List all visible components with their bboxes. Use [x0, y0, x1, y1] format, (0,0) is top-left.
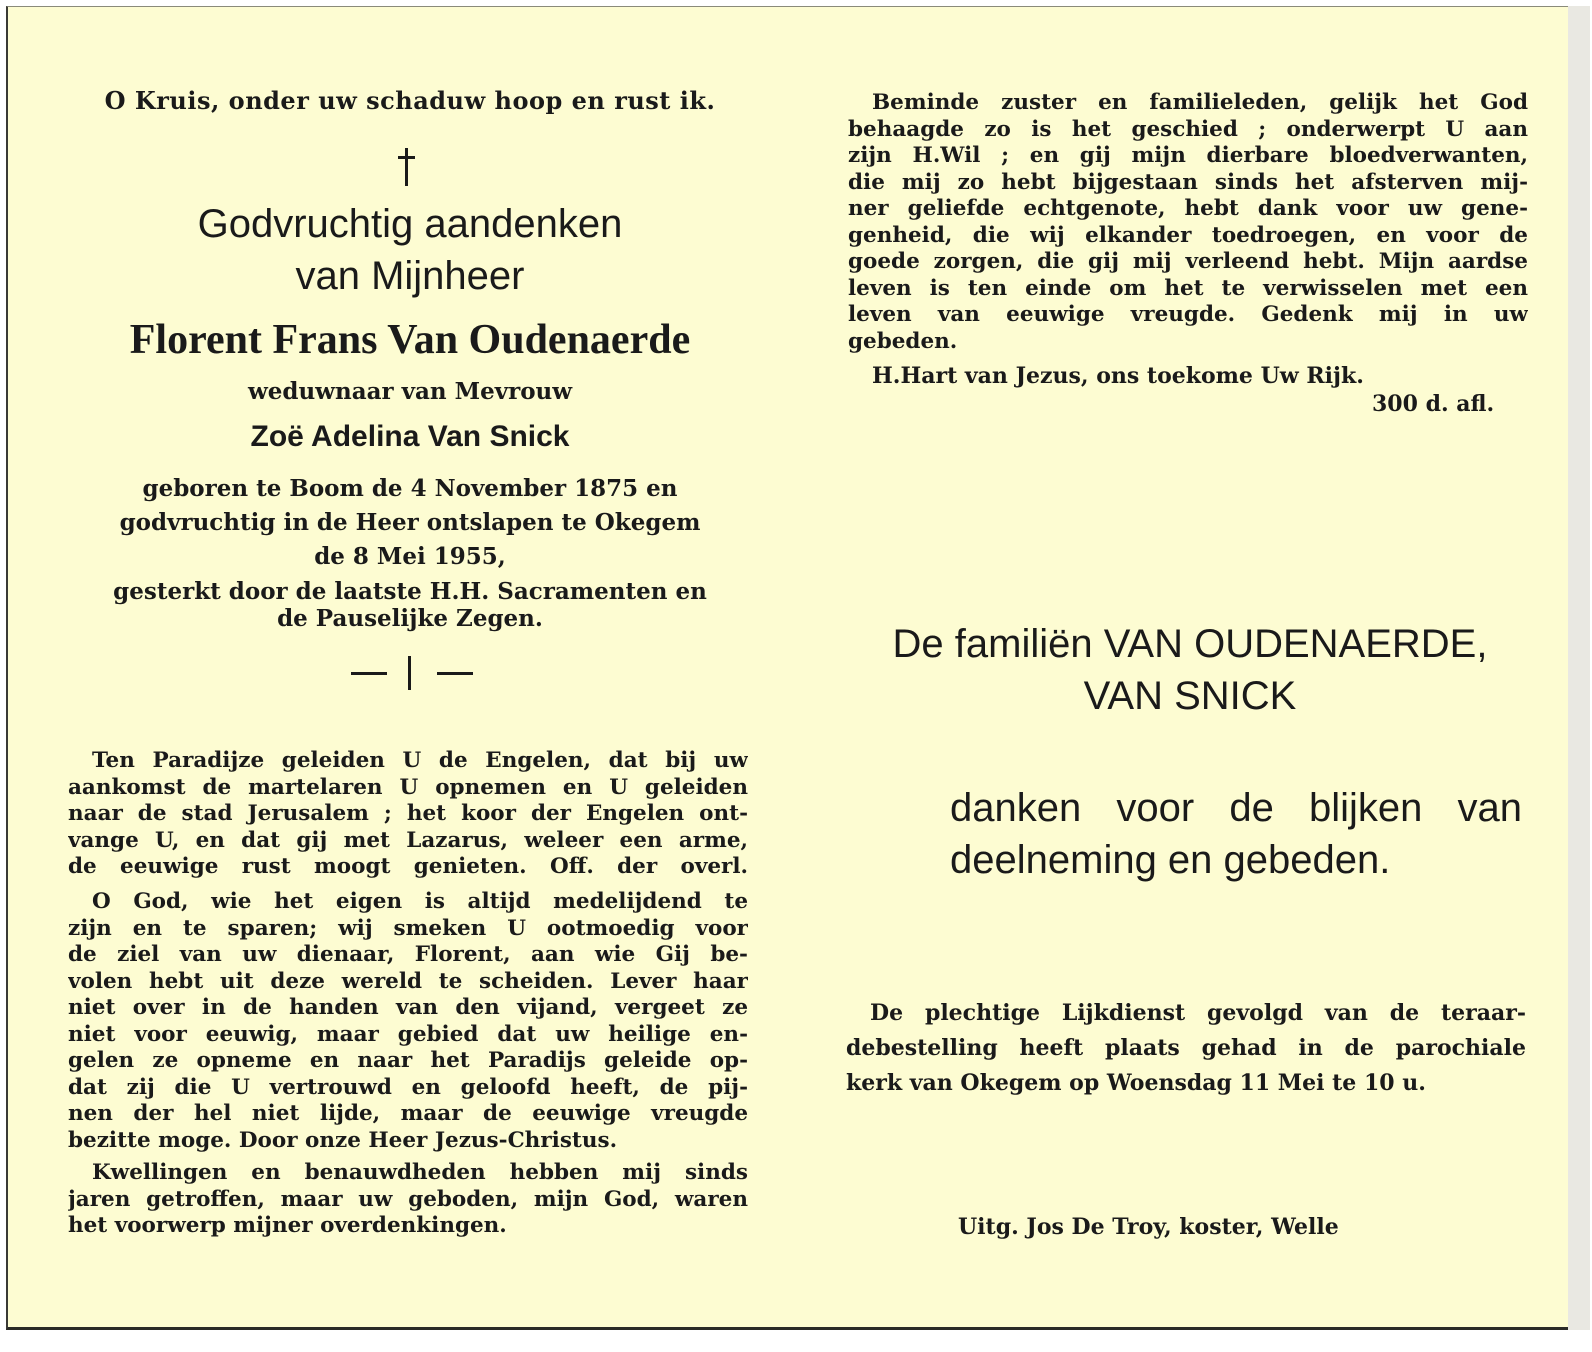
- text-line: nen der hel niet lijde, maar de eeuwige vreugde: [68, 1101, 748, 1126]
- families-line-1: De familiën VAN OUDENAERDE,: [892, 622, 1488, 666]
- text-line: De plechtige Lijkdienst gevolgd van de teraar-: [870, 1000, 1526, 1026]
- text-line: O God, wie het eigen is altijd medelijdend te: [92, 889, 748, 914]
- text-line: bezitte moge. Door onze Heer Jezus-Christus.: [68, 1127, 618, 1153]
- wife-name: Zoë Adelina Van Snick: [250, 420, 570, 453]
- heading-line-2: van Mijnheer: [295, 254, 525, 298]
- prayer-paragraph-3: [68, 1160, 748, 1240]
- bio-line: gesterkt door de laatste H.H. Sacramenten en: [113, 578, 707, 605]
- indulgence: 300 d. afl.: [1372, 391, 1495, 417]
- prayer-paragraph-2: [68, 889, 748, 1154]
- divider-dash: [351, 672, 387, 675]
- text-line: de eeuwige rust moogt genieten. Off. der overl.: [68, 854, 748, 879]
- text-line: goede zorgen, die gij mij verleend hebt. Mijn aardse: [848, 249, 1528, 274]
- text-line: zijn en te sparen; wij smeken U ootmoedig voor: [68, 915, 748, 941]
- text-line: ner geliefde echtgenote, hebt dank voor uw gene-: [848, 196, 1528, 221]
- invocation: H.Hart van Jezus, ons toekome Uw Rijk.: [872, 363, 1364, 389]
- divider-dash: [437, 672, 473, 675]
- text-line: naar de stad Jerusalem ; het koor der Engelen ont-: [68, 801, 748, 826]
- text-line: niet voor eeuwig, maar gebied dat uw heilige en-: [68, 1021, 748, 1047]
- text-line: Ten Paradijze geleiden U de Engelen, dat bij uw: [92, 748, 748, 773]
- text-line: volen hebt uit deze wereld te scheiden. Lever haar: [68, 968, 748, 994]
- text-line: jaren getroffen, maar uw geboden, mijn God, waren: [68, 1186, 748, 1212]
- text-line: aankomst de martelaren U opnemen en U geleiden: [68, 774, 748, 800]
- motto: O Kruis, onder uw schaduw hoop en rust ik.: [104, 86, 716, 115]
- prayer-paragraph-1: [68, 748, 748, 881]
- funeral-service: [846, 996, 1526, 1101]
- farewell-message: [848, 90, 1528, 355]
- text-line: Kwellingen en benauwdheden hebben mij sinds: [92, 1160, 748, 1185]
- text-line: die mij zo hebt bijgestaan sinds het afsterven mij-: [848, 169, 1528, 195]
- text-line: kerk van Okegem op Woensdag 11 Mei te 10 u.: [846, 1070, 1426, 1096]
- text-line: gelen ze opneme en naar het Paradijs geleide op-: [68, 1048, 748, 1073]
- text-line: dat zij die U vertrouwd en geloofd heeft, de pij-: [68, 1074, 748, 1100]
- heading-line-1: Godvruchtig aandenken: [197, 202, 623, 246]
- divider-bar: [408, 656, 411, 690]
- text-line: debestelling heeft plaats gehad in de parochiale: [846, 1035, 1526, 1061]
- thanks-line-2: deelneming en gebeden.: [950, 838, 1391, 882]
- text-line: zijn H.Wil ; en gij mijn dierbare bloedverwanten,: [848, 143, 1528, 168]
- deceased-name: Florent Frans Van Oudenaerde: [129, 317, 691, 363]
- bio-line: godvruchtig in de Heer ontslapen te Okegem: [119, 509, 701, 536]
- text-line: de ziel van uw dienaar, Florent, aan wie Gij be-: [68, 942, 748, 967]
- bio-line: de Pauselijke Zegen.: [277, 605, 543, 632]
- text-line: Beminde zuster en familieleden, gelijk het God: [872, 90, 1528, 115]
- bio-line: geboren te Boom de 4 November 1875 en: [142, 475, 678, 502]
- text-line: behaagde zo is het geschied ; onderwerpt U aan: [848, 116, 1528, 142]
- text-line: leven van eeuwige vreugde. Gedenk mij in uw: [848, 302, 1528, 327]
- text-line: vange U, en dat gij met Lazarus, weleer een arme,: [68, 827, 748, 853]
- text-line: niet over in de handen van den vijand, vergeet ze: [68, 995, 748, 1020]
- bio-line: de 8 Mei 1955,: [314, 543, 506, 570]
- text-line: het voorwerp mijner overdenkingen.: [68, 1213, 507, 1238]
- widower-of: weduwnaar van Mevrouw: [247, 378, 573, 405]
- scan-edge: [1568, 6, 1590, 1330]
- families-line-2: VAN SNICK: [1083, 674, 1297, 718]
- publisher: Uitg. Jos De Troy, koster, Welle: [958, 1214, 1339, 1240]
- text-line: genheid, die wij elkander toedroegen, en voor de: [848, 222, 1528, 248]
- thanks-line-1: danken voor de blijken van: [950, 786, 1522, 830]
- text-line: leven is ten einde om het te verwisselen met een: [848, 275, 1528, 301]
- text-line: gebeden.: [848, 328, 958, 354]
- latin-cross-icon: [392, 148, 422, 194]
